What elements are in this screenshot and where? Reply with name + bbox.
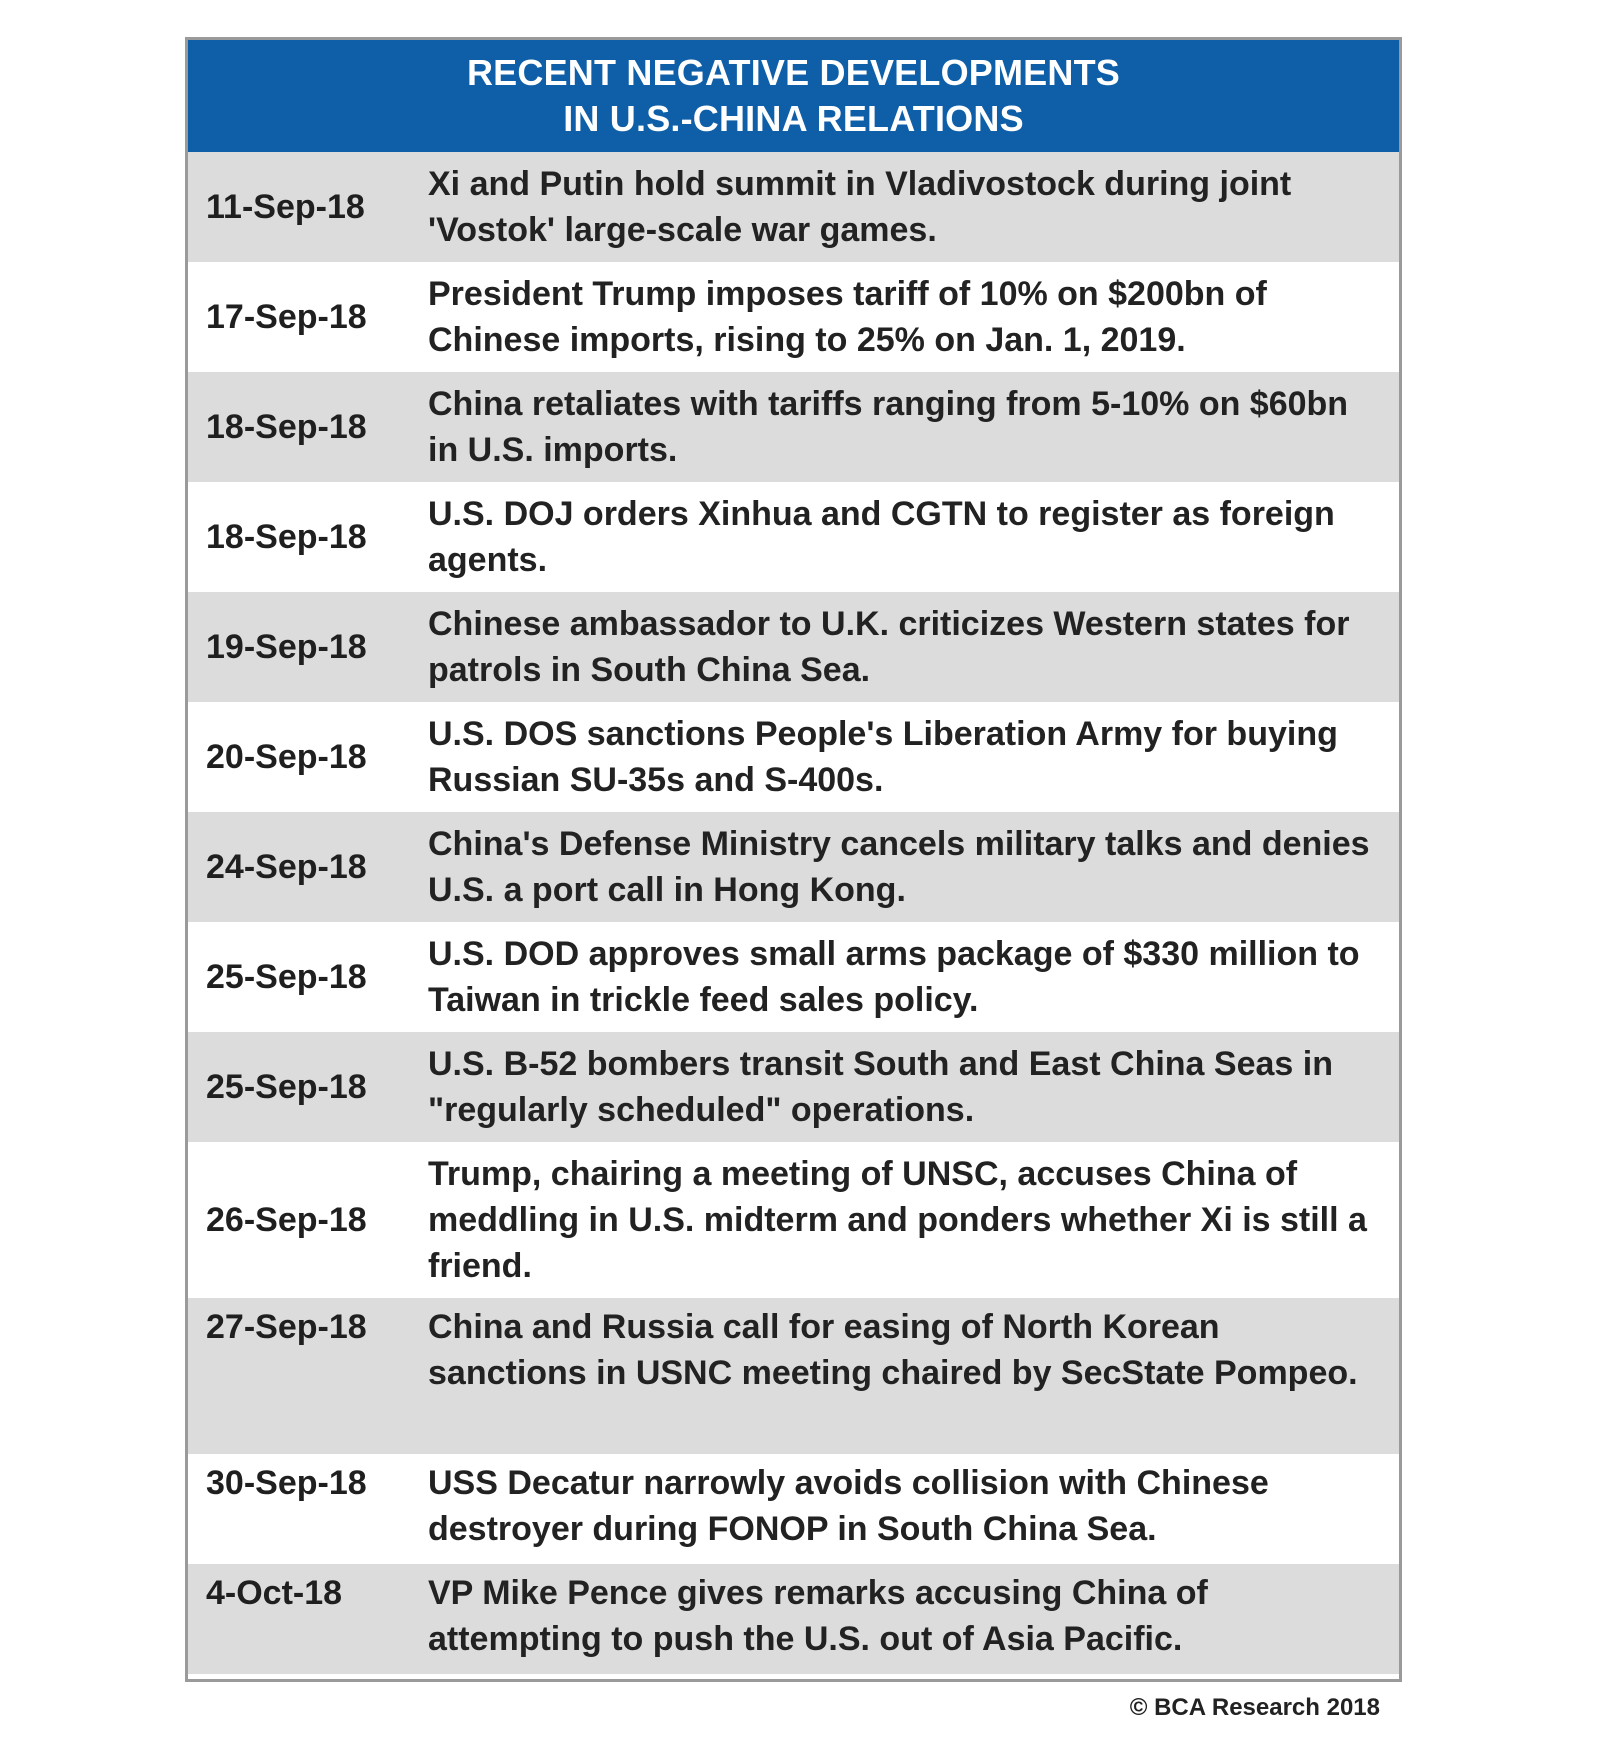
table-row — [188, 702, 1399, 812]
row-event: U.S. DOS sanctions People's Liberation Army for buying Russian SU-35s and S-400s. — [428, 715, 1338, 799]
row-event: U.S. DOD approves small arms package of $330 million to Taiwan in trickle feed sales policy. — [428, 935, 1360, 1019]
row-date: 25-Sep-18 — [206, 958, 367, 996]
row-date: 17-Sep-18 — [206, 298, 367, 336]
row-date: 27-Sep-18 — [206, 1308, 367, 1346]
row-date: 11-Sep-18 — [206, 188, 365, 226]
table-title-line-2: IN U.S.-CHINA RELATIONS — [563, 98, 1024, 139]
row-date: 25-Sep-18 — [206, 1068, 367, 1106]
table-row — [188, 482, 1399, 592]
table-body — [188, 152, 1399, 1679]
row-event: Xi and Putin hold summit in Vladivostock during joint 'Vostok' large-scale war games. — [428, 165, 1292, 249]
row-date: 20-Sep-18 — [206, 738, 367, 776]
row-date: 18-Sep-18 — [206, 518, 367, 556]
copyright-credit: © BCA Research 2018 — [1129, 1694, 1380, 1721]
table-row — [188, 262, 1399, 372]
row-event: USS Decatur narrowly avoids collision with Chinese destroyer during FONOP in South China Sea. — [428, 1464, 1269, 1548]
row-event: China and Russia call for easing of North Korean sanctions in USNC meeting chaired by SecState Pompeo. — [428, 1308, 1358, 1392]
row-date: 26-Sep-18 — [206, 1201, 367, 1239]
table-row — [188, 922, 1399, 1032]
row-event: President Trump imposes tariff of 10% on $200bn of Chinese imports, rising to 25% on Jan. 1, 2019. — [428, 275, 1267, 359]
row-event: China's Defense Ministry cancels military talks and denies U.S. a port call in Hong Kong. — [428, 825, 1370, 909]
row-event: U.S. DOJ orders Xinhua and CGTN to register as foreign agents. — [428, 495, 1335, 579]
row-date: 30-Sep-18 — [206, 1464, 367, 1502]
developments-table — [185, 37, 1402, 1682]
table-row — [188, 372, 1399, 482]
table-row — [188, 152, 1399, 262]
table-row — [188, 1564, 1399, 1674]
table-row — [188, 1454, 1399, 1564]
table-row — [188, 1298, 1399, 1454]
row-date: 19-Sep-18 — [206, 628, 367, 666]
row-event: U.S. B-52 bombers transit South and East China Seas in "regularly scheduled" operations. — [428, 1045, 1333, 1129]
row-date: 18-Sep-18 — [206, 408, 367, 446]
table-row — [188, 592, 1399, 702]
row-date: 4-Oct-18 — [206, 1574, 343, 1612]
table-row — [188, 1032, 1399, 1142]
row-event: Trump, chairing a meeting of UNSC, accuses China of meddling in U.S. midterm and ponders whether Xi is still a friend. — [428, 1155, 1367, 1285]
table-header — [188, 40, 1399, 152]
table-title-line-1: RECENT NEGATIVE DEVELOPMENTS — [466, 52, 1120, 93]
table-row — [188, 1142, 1399, 1298]
row-event: VP Mike Pence gives remarks accusing China of attempting to push the U.S. out of Asia Pacific. — [428, 1574, 1208, 1658]
row-event: China retaliates with tariffs ranging from 5-10% on $60bn in U.S. imports. — [428, 385, 1349, 469]
row-event: Chinese ambassador to U.K. criticizes Western states for patrols in South China Sea. — [428, 605, 1350, 689]
table-row — [188, 812, 1399, 922]
row-date: 24-Sep-18 — [206, 848, 367, 886]
